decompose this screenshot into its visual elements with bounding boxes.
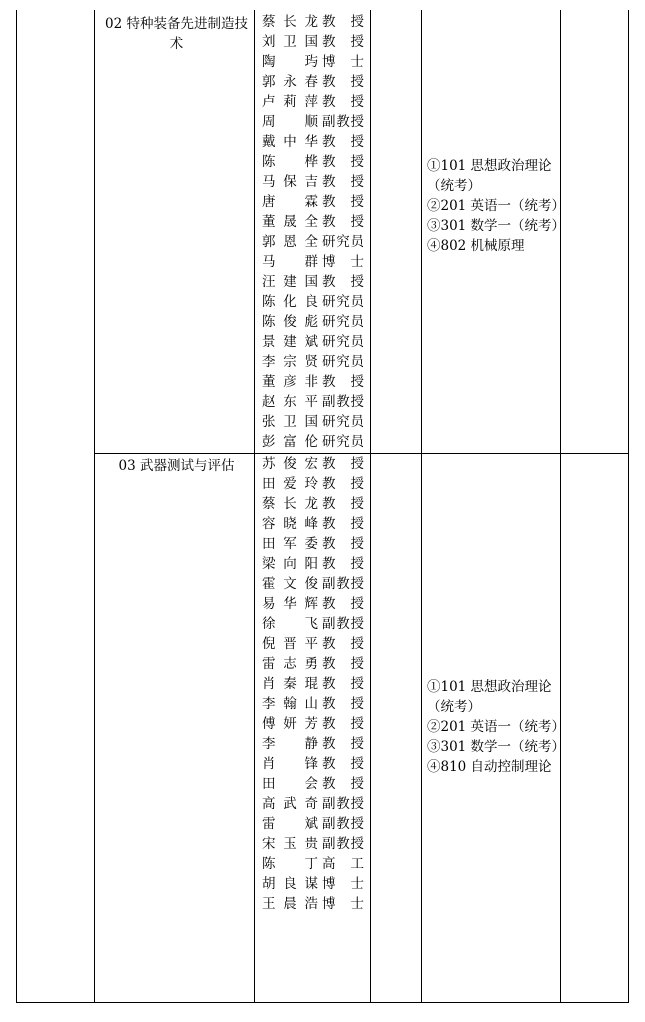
supervisor-list <box>262 454 366 914</box>
supervisor-row <box>262 432 366 452</box>
research-direction-cell: 03 武器测试与评估 <box>118 458 235 474</box>
supervisor-row <box>262 774 366 794</box>
supervisor-row <box>262 52 366 72</box>
supervisor-name: 田军委 <box>262 536 318 552</box>
supervisor-name: 赵东平 <box>262 394 318 410</box>
supervisor-name: 梁向阳 <box>262 556 318 572</box>
supervisor-name: 宋玉贵 <box>262 836 318 852</box>
supervisor-title: 教授 <box>322 476 364 492</box>
supervisor-name: 高武奇 <box>262 796 318 812</box>
supervisor-row <box>262 554 366 574</box>
supervisor-name: 雷志勇 <box>262 656 318 672</box>
supervisor-row <box>262 192 366 212</box>
supervisor-title: 教授 <box>322 696 364 712</box>
exam-subject-line: ②201 英语一（统考） <box>427 719 566 735</box>
supervisor-row <box>262 372 366 392</box>
column-divider <box>560 10 561 1003</box>
supervisor-title: 教授 <box>322 154 364 170</box>
supervisor-row <box>262 814 366 834</box>
supervisor-title: 教授 <box>322 776 364 792</box>
supervisor-name: 蔡长龙 <box>262 14 318 30</box>
supervisor-title: 教授 <box>322 34 364 50</box>
supervisor-name: 董晟全 <box>262 214 318 230</box>
supervisor-row <box>262 454 366 474</box>
supervisor-title: 教授 <box>322 274 364 290</box>
supervisor-name: 霍文俊 <box>262 576 318 592</box>
supervisor-row <box>262 834 366 854</box>
supervisor-title: 教授 <box>322 756 364 772</box>
supervisor-name: 王晨浩 <box>262 896 318 912</box>
supervisor-title: 教授 <box>322 676 364 692</box>
supervisor-name: 田爱玲 <box>262 476 318 492</box>
supervisor-title: 教授 <box>322 736 364 752</box>
supervisor-name: 陶玙 <box>262 54 318 70</box>
supervisor-row <box>262 734 366 754</box>
supervisor-title: 教授 <box>322 134 364 150</box>
supervisor-title: 副教授 <box>322 796 364 812</box>
supervisor-title: 教授 <box>322 374 364 390</box>
column-divider <box>421 10 422 1003</box>
supervisor-title: 副教授 <box>322 114 364 130</box>
supervisor-name: 雷斌 <box>262 816 318 832</box>
supervisor-name: 陈化良 <box>262 294 318 310</box>
supervisor-row <box>262 212 366 232</box>
table-border-left <box>16 10 17 1003</box>
column-divider <box>370 10 371 1003</box>
supervisor-row <box>262 232 366 252</box>
supervisor-title: 副教授 <box>322 576 364 592</box>
supervisor-row <box>262 12 366 32</box>
supervisor-name: 徐飞 <box>262 616 318 632</box>
supervisor-name: 马群 <box>262 254 318 270</box>
supervisor-row <box>262 292 366 312</box>
supervisor-row <box>262 272 366 292</box>
supervisor-name: 田会 <box>262 776 318 792</box>
supervisor-row <box>262 674 366 694</box>
supervisor-row <box>262 332 366 352</box>
column-divider <box>254 10 255 1003</box>
table-border-right <box>628 10 629 1003</box>
supervisor-row <box>262 694 366 714</box>
supervisor-name: 彭富伦 <box>262 434 318 450</box>
supervisor-row <box>262 714 366 734</box>
exam-subject-line: （统考） <box>427 178 481 194</box>
supervisor-title: 博士 <box>322 254 364 270</box>
supervisor-title: 研究员 <box>322 414 364 430</box>
supervisor-name: 陈丁 <box>262 856 318 872</box>
supervisor-title: 研究员 <box>322 294 364 310</box>
supervisor-title: 博士 <box>322 876 364 892</box>
supervisor-name: 景建斌 <box>262 334 318 350</box>
supervisor-row <box>262 514 366 534</box>
supervisor-name: 张卫国 <box>262 414 318 430</box>
supervisor-row <box>262 132 366 152</box>
supervisor-row <box>262 534 366 554</box>
supervisor-row <box>262 72 366 92</box>
supervisor-name: 陈桦 <box>262 154 318 170</box>
supervisor-title: 教授 <box>322 716 364 732</box>
supervisor-name: 唐霖 <box>262 194 318 210</box>
supervisor-title: 副教授 <box>322 616 364 632</box>
supervisor-title: 高工 <box>322 856 364 872</box>
exam-subject-line: ③301 数学一（统考） <box>427 218 566 234</box>
exam-subjects-cell <box>427 156 566 256</box>
supervisor-name: 戴中华 <box>262 134 318 150</box>
supervisor-list <box>262 12 366 452</box>
supervisor-name: 马保吉 <box>262 174 318 190</box>
supervisor-name: 易华辉 <box>262 596 318 612</box>
exam-subjects-cell <box>427 677 566 777</box>
supervisor-name: 刘卫国 <box>262 34 318 50</box>
supervisor-title: 教授 <box>322 214 364 230</box>
supervisor-title: 教授 <box>322 174 364 190</box>
supervisor-row <box>262 92 366 112</box>
column-divider <box>94 10 95 1003</box>
supervisor-title: 教授 <box>322 556 364 572</box>
supervisor-row <box>262 32 366 52</box>
supervisor-name: 郭永春 <box>262 74 318 90</box>
supervisor-title: 教授 <box>322 596 364 612</box>
supervisor-title: 教授 <box>322 636 364 652</box>
supervisor-title: 教授 <box>322 496 364 512</box>
supervisor-name: 陈俊彪 <box>262 314 318 330</box>
supervisor-name: 周顺 <box>262 114 318 130</box>
exam-subject-line: （统考） <box>427 699 481 715</box>
supervisor-row <box>262 794 366 814</box>
supervisor-name: 郭恩全 <box>262 234 318 250</box>
exam-subject-line: ③301 数学一（统考） <box>427 739 566 755</box>
supervisor-name: 肖锋 <box>262 756 318 772</box>
supervisor-name: 倪晋平 <box>262 636 318 652</box>
supervisor-name: 李宗贤 <box>262 354 318 370</box>
supervisor-row <box>262 894 366 914</box>
supervisor-name: 汪建国 <box>262 274 318 290</box>
exam-subject-line: ④802 机械原理 <box>427 238 525 254</box>
supervisor-row <box>262 312 366 332</box>
supervisor-title: 教授 <box>322 194 364 210</box>
supervisor-name: 卢莉萍 <box>262 94 318 110</box>
supervisor-row <box>262 854 366 874</box>
research-direction-cell: 02 特种装备先进制造技术 <box>105 16 248 52</box>
supervisor-title: 副教授 <box>322 394 364 410</box>
supervisor-title: 研究员 <box>322 434 364 450</box>
exam-subject-line: ②201 英语一（统考） <box>427 198 566 214</box>
supervisor-name: 蔡长龙 <box>262 496 318 512</box>
supervisor-title: 教授 <box>322 656 364 672</box>
supervisor-row <box>262 112 366 132</box>
supervisor-name: 肖秦琨 <box>262 676 318 692</box>
supervisor-title: 副教授 <box>322 836 364 852</box>
supervisor-name: 董彦非 <box>262 374 318 390</box>
supervisor-title: 副教授 <box>322 816 364 832</box>
supervisor-row <box>262 874 366 894</box>
supervisor-row <box>262 412 366 432</box>
exam-subject-line: ④810 自动控制理论 <box>427 759 552 775</box>
supervisor-row <box>262 494 366 514</box>
supervisor-title: 研究员 <box>322 314 364 330</box>
supervisor-row <box>262 392 366 412</box>
supervisor-row <box>262 152 366 172</box>
supervisor-row <box>262 614 366 634</box>
supervisor-title: 教授 <box>322 74 364 90</box>
exam-subject-line: ①101 思想政治理论 <box>427 158 552 174</box>
supervisor-row <box>262 172 366 192</box>
supervisor-name: 苏俊宏 <box>262 456 318 472</box>
supervisor-title: 博士 <box>322 54 364 70</box>
supervisor-row <box>262 634 366 654</box>
supervisor-title: 教授 <box>322 516 364 532</box>
supervisor-title: 教授 <box>322 94 364 110</box>
supervisor-title: 研究员 <box>322 234 364 250</box>
supervisor-title: 教授 <box>322 536 364 552</box>
exam-subject-line: ①101 思想政治理论 <box>427 679 552 695</box>
supervisor-name: 胡良谋 <box>262 876 318 892</box>
supervisor-row <box>262 352 366 372</box>
supervisor-row <box>262 654 366 674</box>
supervisor-title: 研究员 <box>322 334 364 350</box>
supervisor-row <box>262 474 366 494</box>
supervisor-title: 博士 <box>322 896 364 912</box>
supervisor-row <box>262 754 366 774</box>
supervisor-name: 李静 <box>262 736 318 752</box>
supervisor-title: 教授 <box>322 456 364 472</box>
supervisor-row <box>262 594 366 614</box>
supervisor-row <box>262 574 366 594</box>
table-border-bottom <box>16 1002 629 1003</box>
supervisor-name: 李翰山 <box>262 696 318 712</box>
supervisor-row <box>262 252 366 272</box>
supervisor-name: 傅妍芳 <box>262 716 318 732</box>
supervisor-title: 研究员 <box>322 354 364 370</box>
supervisor-title: 教授 <box>322 14 364 30</box>
supervisor-name: 容晓峰 <box>262 516 318 532</box>
